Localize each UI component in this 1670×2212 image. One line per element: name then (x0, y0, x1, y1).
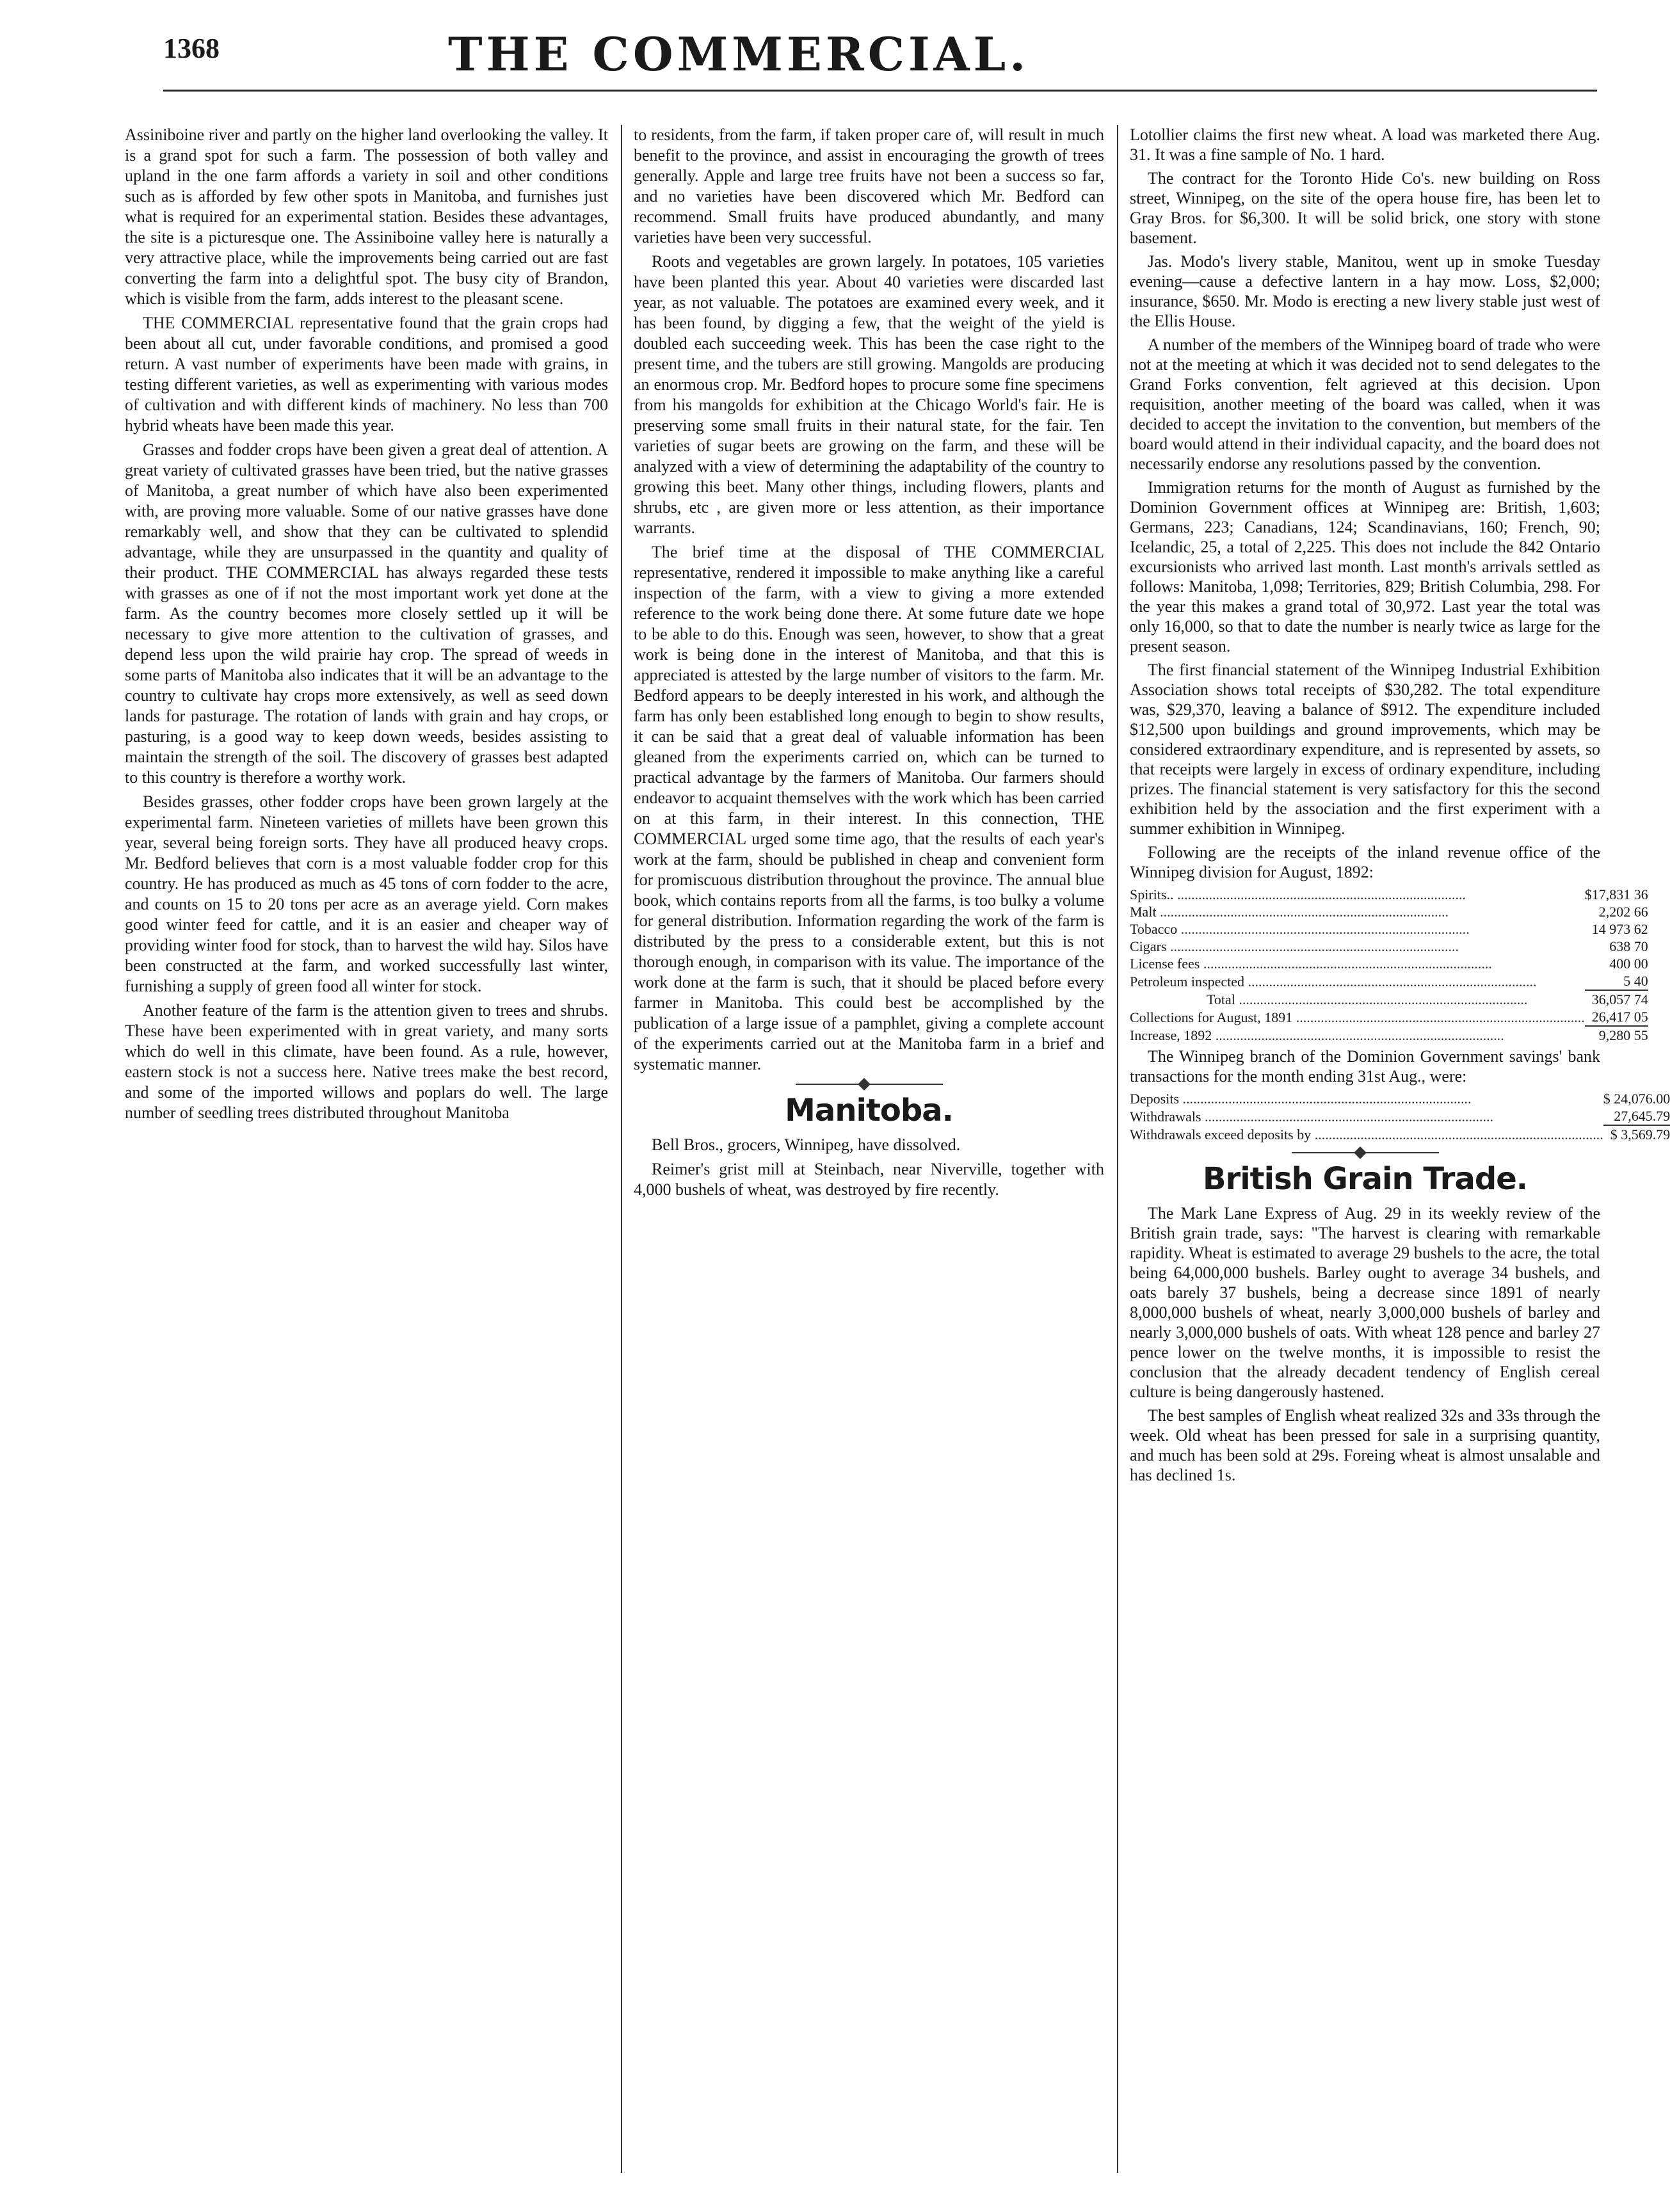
column-rule-2 (1117, 125, 1118, 2173)
news-item: The contract for the Toronto Hide Co's. new building on Ross street, Winnipeg, on the site of the opera house fire, has been let to Gray Bros. for $6,300. It will be solid brick, one story with stone basement. (1130, 169, 1600, 247)
revenue-amount: 14 973 62 (1591, 921, 1648, 937)
section-divider (1292, 1152, 1439, 1153)
masthead-title: THE COMMERCIAL. (448, 27, 1030, 81)
news-item: Immigration returns for the month of August as furnished by the Dominion Government offices at Winnipeg are: British, 1,603; Germans, 223; Canadians, 124; Scandinavians, 160; French, 90; Icelandic, 25, a total of 2,225. This does not include the 842 Ontario excursionists who arrived last month. Last month's arrivals settled as follows: Manitoba, 1,098; Territories, 829; British Columbia, 298. For the year this makes a grand total of 30,972. Last year the total was only 16,000, so that to date the number is nearly twice as large for the present season. (1130, 478, 1600, 655)
revenue-amount: 400 00 (1609, 956, 1648, 972)
table-row (1130, 886, 1648, 903)
revenue-item: Tobacco ..... (1130, 920, 1585, 938)
article-paragraph: Grasses and fodder crops have been given a great deal of attention. A great variety of cultivated grasses have been tried, but the native grasses of Manitoba, a great number of which have also been experimented with, are proving more valuable. Some of our native grasses have done remarkably well, and show that they can be cultivated to splendid advantage, while they are unsurpassed in the quantity and quality of their product. THE COMMERCIAL has always regarded these tests with grasses as one of if not the most important work yet done at the farm. As the country becomes more closely settled up it will be necessary to give more attention to the cultivation of grasses, and depend less upon the wild prairie hay crop. The spread of weeds in some parts of Manitoba also indicates that it will be an advantage to the country to cultivate hay crops more extensively, as well as seed down lands for pasturage. The rotation of lands with grain and hay crops, or pasturing, is a good way to keep down weeds, besides assisting to maintain the strength of the soil. The discovery of grasses best adapted to this country is therefore a worthy work. (125, 440, 608, 787)
table-row (1130, 1125, 1670, 1143)
news-item: Reimer's grist mill at Steinbach, near Niverville, together with 4,000 bushels of wheat, was destroyed by fire recently. (634, 1160, 1104, 1199)
revenue-item: License fees ..... (1130, 955, 1585, 972)
savings-amount: $ 24,076.00 (1603, 1091, 1670, 1107)
article-paragraph: to residents, from the farm, if taken proper care of, will result in much benefit to the province, and assist in encouraging the growth of trees generally. Apple and large tree fruits have not been a success so far, and no varieties have been discovered which Mr. Bedford can recommend. Small fruits have produced abundantly, and many varieties have been very successful. (634, 125, 1104, 246)
table-row (1130, 938, 1648, 955)
news-item: The Mark Lane Express of Aug. 29 in its weekly review of the British grain trade, says: "The harvest is clearing with remarkable rapidity. Wheat is estimated to average 29 bushels to the acre, the total being 64,000,000 bushels. Barley ought to average 34 bushels, and oats barely 37 bushels, being a decrease since 1891 of nearly 8,000,000 bushels of wheat, nearly 3,000,000 bushels of barley and nearly 3,000,000 bushels of oats. With wheat 128 pence and barley 27 pence lower on the twelve months, it is impossible to resist the conclusion that the already decadent tendency of English cereal culture is being dangerously hastened. (1130, 1204, 1600, 1401)
manitoba-heading: Manitoba. (785, 1093, 953, 1128)
revenue-item: Cigars ..... (1130, 938, 1585, 955)
table-row (1130, 920, 1648, 938)
news-item: The first financial statement of the Winnipeg Industrial Exhibition Association shows total receipts of $30,282. The total expenditure was, $29,370, leaving a balance of $912. The expenditure included $12,500 upon buildings and ground improvements, which may be considered extraordinary expenditure, and is represented by assets, so that receipts were largely in excess of ordinary expenditure, including prizes. The financial statement is very satisfactory for this the second exhibition held by the association and the first experiment with a summer exhibition in Winnipeg. (1130, 661, 1600, 838)
savings-table (1130, 1090, 1670, 1143)
article-paragraph: Besides grasses, other fodder crops have been grown largely at the experimental farm. Nineteen varieties of millets have been grown this year, several being foreign sorts. They have all produced heavy crops. Mr. Bedford believes that corn is a most valuable fodder crop for this country. He has produced as much as 45 tons of corn fodder to the acre, and counts on 15 to 20 tons per acre as an average yield. Corn makes good winter feed for cattle, and it is an easier and cheaper way of providing winter food for stock, than to harvest the wild hay. Silos have been constructed at the farm, and worked successfully last winter, furnishing a supply of green food all winter for stock. (125, 792, 608, 995)
revenue-table (1130, 886, 1648, 1044)
page-number: 1368 (163, 33, 220, 64)
table-row (1130, 1107, 1670, 1125)
column-2 (634, 125, 1104, 2173)
news-item: The Winnipeg branch of the Dominion Government savings' bank transactions for the month ending 31st Aug., were: (1130, 1047, 1600, 1086)
savings-amount: 27,645.79 (1614, 1108, 1670, 1124)
table-row (1130, 990, 1648, 1008)
revenue-last-label: Collections for August, 1891 ..... (1130, 1008, 1585, 1026)
savings-item: Withdrawals ..... (1130, 1107, 1603, 1125)
article-paragraph: Roots and vegetables are grown largely. In potatoes, 105 varieties have been planted this year. About 40 varieties were discarded last year, as not valuable. The potatoes are examined every week, and it has been found, by digging a few, that the weight of the yield is doubled each succeeding week. This has been the case right to the present time, and the tubers are still growing. Mangolds are producing an enormous crop. Mr. Bedford hopes to procure some fine specimens from his mangolds for exhibition at the Chicago World's fair. He is preserving some small fruits in their natural state, for the fair. Ten varieties of sugar beets are growing on the farm, and these will be analyzed with a view of determining the adaptability of the country to growing this beet. Many other things, including flowers, plants and shrubs, etc , are given more or less attention, as their importance warrants. (634, 252, 1104, 537)
table-row (1130, 955, 1648, 972)
revenue-item: Spirits.. ..... (1130, 886, 1585, 903)
news-item: Jas. Modo's livery stable, Manitou, went up in smoke Tuesday evening—cause a defective lantern in a hay mow. Loss, $2,000; insurance, $650. Mr. Modo is erecting a new livery stable just west of the Ellis House. (1130, 252, 1600, 330)
revenue-last-amount: 26,417 05 (1591, 1009, 1648, 1025)
revenue-amount: $17,831 36 (1584, 886, 1648, 902)
column-3 (1130, 125, 1670, 2173)
top-rule (163, 90, 1597, 92)
revenue-item: Malt ..... (1130, 903, 1585, 920)
news-item: The best samples of English wheat realized 32s and 33s through the week. Old wheat has been pressed for sale in a surprising quantity, and much has been sold at 29s. Foreing wheat is almost unsalable and has declined 1s. (1130, 1406, 1600, 1484)
revenue-amount: 5 40 (1623, 973, 1648, 989)
revenue-total-label: Total ..... (1130, 990, 1585, 1008)
news-item: Lotollier claims the first new wheat. A load was marketed there Aug. 31. It was a fine sample of No. 1 hard. (1130, 125, 1600, 164)
savings-result-label: Withdrawals exceed deposits by ..... (1130, 1125, 1603, 1143)
column-1 (125, 125, 608, 2173)
news-item: Following are the receipts of the inland revenue office of the Winnipeg division for August, 1892: (1130, 843, 1600, 881)
article-paragraph: Assiniboine river and partly on the higher land overlooking the valley. It is a grand spot for such a farm. The possession of both valley and upland in the one farm affords a variety in soil and other conditions such as is afforded by few other spots in Manitoba, and furnishes just what is required for an experimental station. Besides these advantages, the site is a picturesque one. The Assiniboine valley here is naturally a very attractive place, while the improvements being carried out are fast converting the farm into a delightful spot. The busy city of Brandon, which is visible from the farm, adds interest to the pleasant scene. (125, 125, 608, 308)
revenue-item: Petroleum inspected ..... (1130, 972, 1585, 990)
column-rule-1 (621, 125, 622, 2173)
table-row (1130, 903, 1648, 920)
table-row (1130, 972, 1648, 990)
table-row (1130, 1090, 1670, 1107)
table-row (1130, 1008, 1648, 1026)
savings-item: Deposits ..... (1130, 1090, 1603, 1107)
revenue-increase-label: Increase, 1892 ..... (1130, 1026, 1585, 1044)
revenue-total-amount: 36,057 74 (1585, 990, 1648, 1008)
article-paragraph: The brief time at the disposal of THE COMMERCIAL representative, rendered it impossible to make anything like a careful inspection of the farm, with a view to giving a more extended reference to the work being done there. At some future date we hope to be able to do this. Enough was seen, however, to show that a great work is being done in the interest of Manitoba, and that this is appreciated is attested by the large number of visitors to the farm. Mr. Bedford appears to be deeply interested in his work, and although the farm has only been established long enough to begin to show results, it can be said that a great deal of valuable information has been gleaned from the experiments carried on, which can be turned to practical advantage by the farmers of Manitoba. Our farmers should endeavor to acquaint themselves with the work which has been carried on at this farm, in their interest. In this connection, THE COMMERCIAL urged some time ago, that the results of each year's work at the farm, should be published in cheap and convenient form for promiscuous distribution throughout the province. The annual blue book, which contains reports from all the farms, is too bulky a volume for general distribution. Information regarding the work of the farm is distributed by the press to a considerable extent, but this is not thorough enough, in comparison with its value. The importance of the work done at the farm is such, that it should be placed before every farmer in Manitoba. This could best be accomplished by the publication of a large issue of a pamphlet, giving a complete account of the experiments carried out at the Manitoba farm in a brief and systematic manner. (634, 543, 1104, 1073)
news-item: Bell Bros., grocers, Winnipeg, have dissolved. (652, 1135, 961, 1154)
savings-result-amount: $ 3,569.79 (1603, 1125, 1670, 1143)
article-paragraph: THE COMMERCIAL representative found that the grain crops had been about all cut, under favorable conditions, and promised a good return. A vast number of experiments have been made with grains, in testing different varieties, as well as experimenting with various modes of cultivation and with different kinds of machinery. No less than 700 hybrid wheats have been made this year. (125, 314, 608, 435)
section-divider (796, 1084, 943, 1085)
revenue-amount: 638 70 (1609, 938, 1648, 954)
revenue-increase-amount: 9,280 55 (1585, 1026, 1648, 1044)
british-grain-heading: British Grain Trade. (1202, 1161, 1528, 1197)
revenue-amount: 2,202 66 (1598, 904, 1648, 920)
table-row (1130, 1026, 1648, 1044)
article-paragraph: Another feature of the farm is the attention given to trees and shrubs. These have been experimented with in great variety, and many sorts which do well in this climate, have been found. As a rule, however, eastern stock is not a success here. Native trees make the best record, and some of the imported willows and poplars do well. The large number of seedling trees distributed throughout Manitoba (125, 1001, 608, 1122)
news-item: A number of the members of the Winnipeg board of trade who were not at the meeting at which it was decided not to send delegates to the Grand Forks convention, felt agrieved at this decision. Upon requisition, another meeting of the board was called, when it was decided to accept the invitation to the convention, but members of the board would attend in their individual capacity, and the board does not necessarily endorse any resolutions passed by the convention. (1130, 335, 1600, 473)
